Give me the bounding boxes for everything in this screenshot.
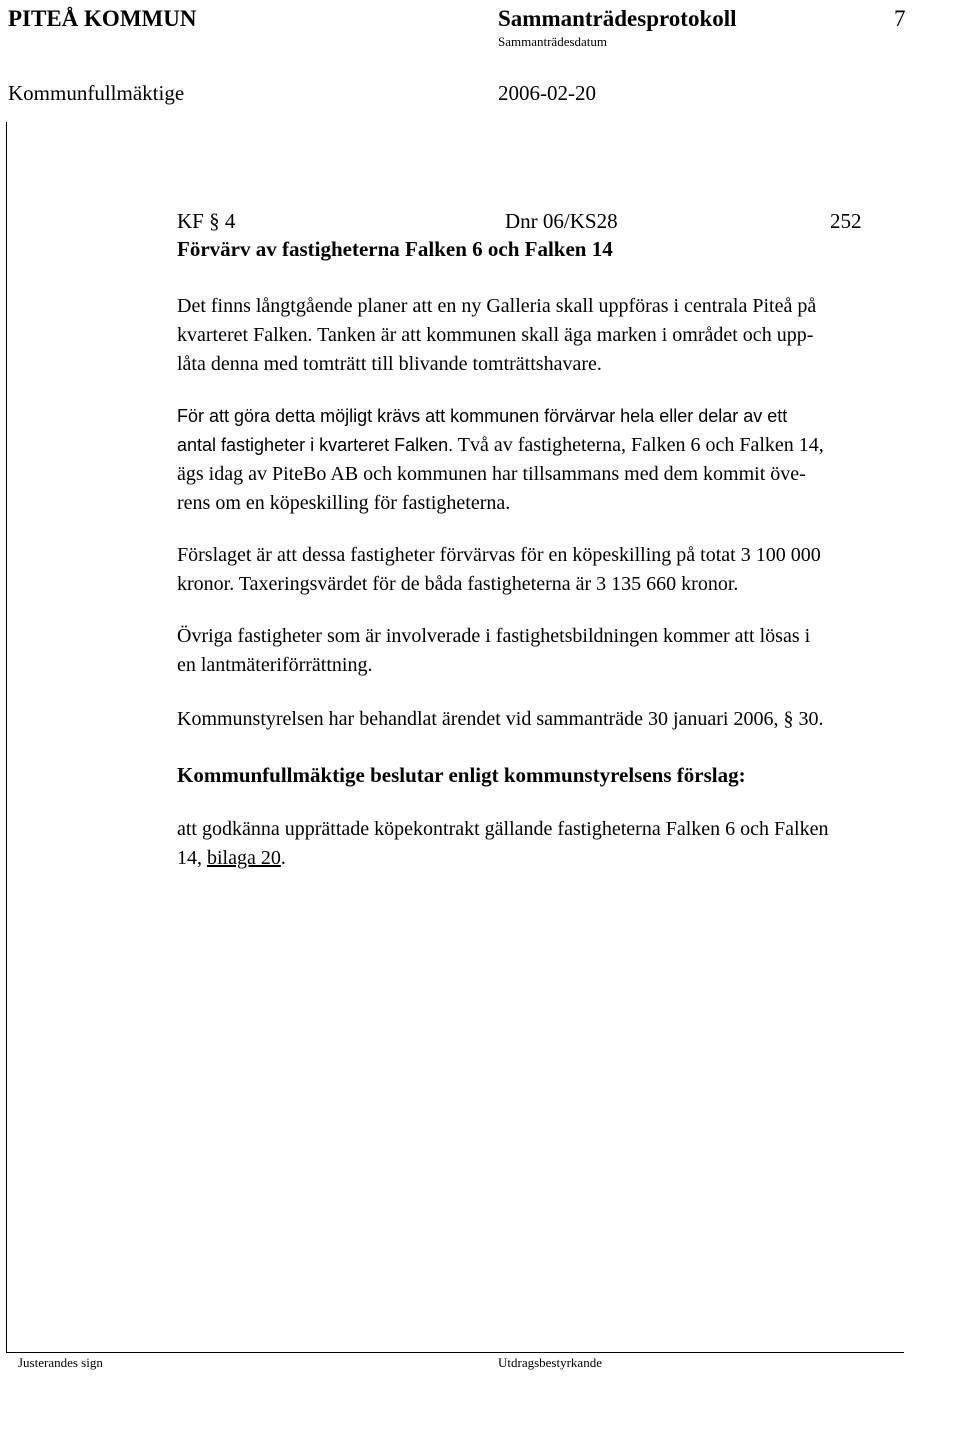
diary-number: Dnr 06/KS28 [505,209,618,233]
paragraph-line: rens om en köpeskilling för fastigheterna. [177,492,511,514]
paragraph-3 [177,541,821,599]
attachment-link[interactable]: bilaga 20 [207,847,281,869]
decision-line-suffix: . [280,847,286,869]
decision-text [177,815,828,873]
paragraph-line: För att göra detta möjligt krävs att kommunen förvärvar hela eller delar av ett [177,406,788,426]
document-type: Sammanträdesprotokoll [498,6,737,31]
paragraph-line: en lantmäteriförrättning. [177,654,373,676]
page-number: 7 [894,6,906,31]
paragraph-4 [177,622,810,680]
decision-line-prefix: 14, [177,847,207,869]
paragraph-line: kronor. Taxeringsvärdet för de båda fastigheterna är 3 135 660 kronor. [177,573,739,595]
footer-rule [6,1352,904,1353]
left-margin-line [6,122,7,1352]
item-title: Förvärv av fastigheterna Falken 6 och Falken 14 [177,237,613,261]
item-number: 252 [830,209,862,233]
date-label: Sammanträdesdatum [498,34,608,49]
meeting-body: Kommunfullmäktige [8,81,185,105]
decision-heading: Kommunfullmäktige beslutar enligt kommunstyrelsens förslag: [177,763,746,787]
section-ref: KF § 4 [177,209,236,233]
paragraph-2 [177,402,824,518]
paragraph-line: antal fastigheter i kvarteret Falken. [177,435,454,455]
paragraph-line: kvarteret Falken. Tanken är att kommunen skall äga marken i området och upp- [177,324,814,346]
paragraph-1 [177,292,816,379]
paragraph-line: låta denna med tomträtt till blivande tomträttshavare. [177,353,602,375]
paragraph-line: ägs idag av PiteBo AB och kommunen har tillsammans med dem kommit öve- [177,463,806,485]
org-name: PITEÅ KOMMUN [8,6,197,31]
meeting-date: 2006-02-20 [498,81,596,105]
paragraph-line: Övriga fastigheter som är involverade i fastighetsbildningen kommer att lösas i [177,625,811,647]
paragraph-line: Två av fastigheterna, Falken 6 och Falken 14, [453,434,824,456]
footer-justification-sign: Justerandes sign [18,1355,103,1370]
paragraph-line: Det finns långtgående planer att en ny Galleria skall uppföras i centrala Piteå på [177,295,817,317]
decision-line: att godkänna upprättade köpekontrakt gällande fastigheterna Falken 6 och Falken [177,818,829,840]
footer-certification: Utdragsbestyrkande [498,1355,602,1370]
paragraph-line: Förslaget är att dessa fastigheter förvärvas för en köpeskilling på totat 3 100 000 [177,544,821,566]
paragraph-5: Kommunstyrelsen har behandlat ärendet vid sammanträde 30 januari 2006, § 30. [177,708,824,730]
